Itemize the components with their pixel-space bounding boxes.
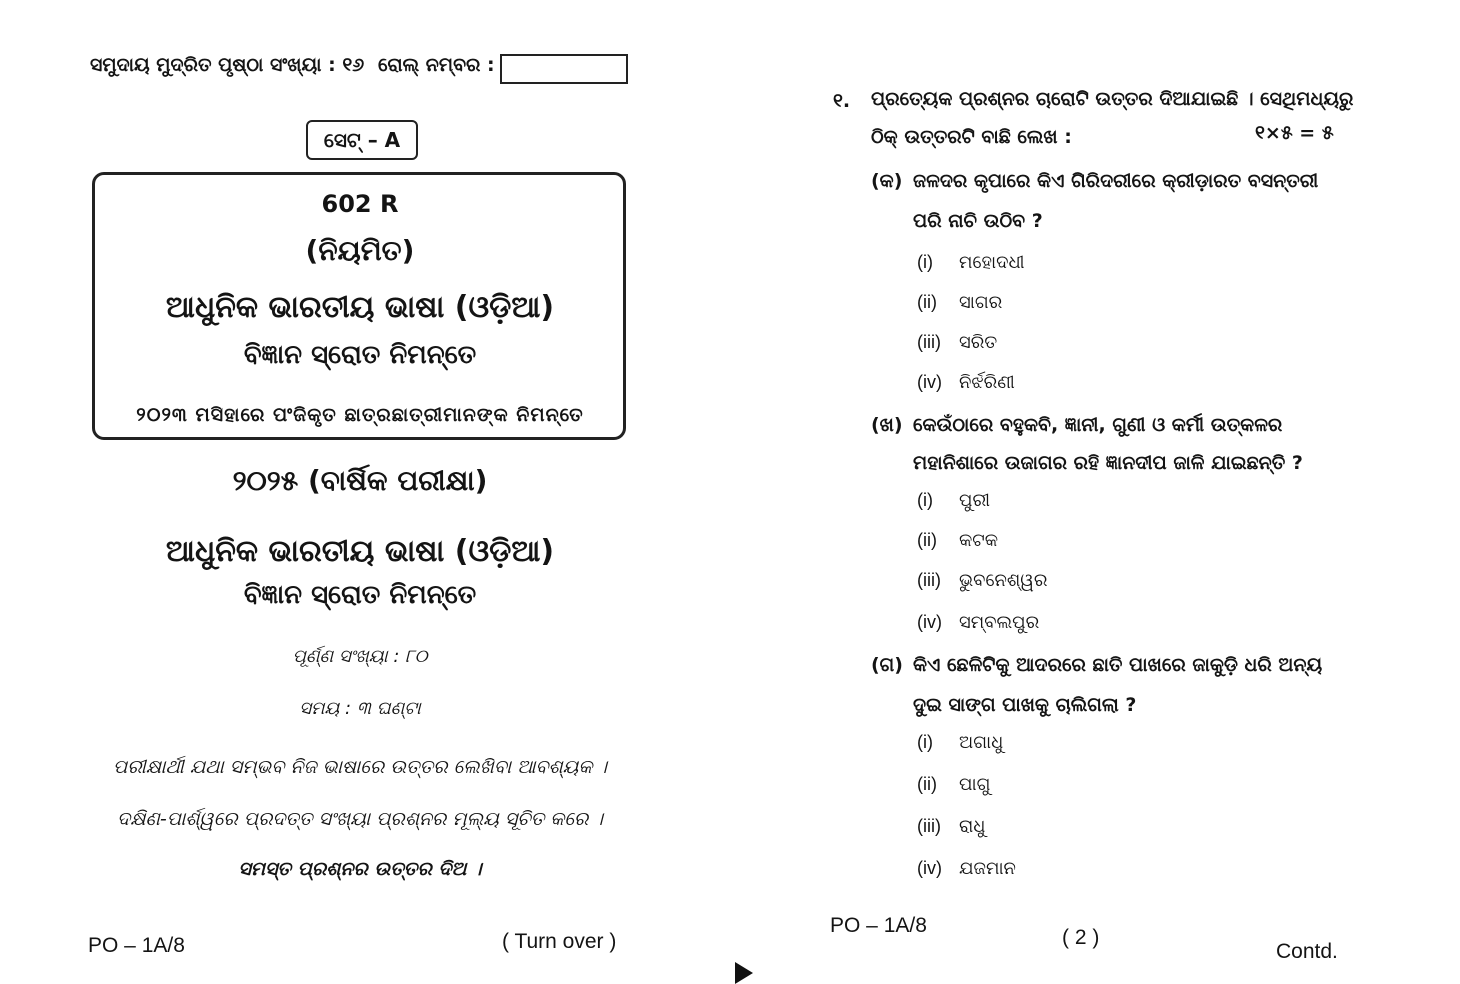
instruction-1: ପରୀକ୍ଷାର୍ଥୀ ଯଥା ସମ୍ଭବ ନିଜ ଭାଷାରେ ଉତ୍ତର ଲେଖିବା ଆବଶ୍ୟକ । bbox=[113, 756, 607, 778]
question-instruction-line1: ପ୍ରତ୍ୟେକ ପ୍ରଶ୍ନର ଚାରୋଟି ଉତ୍ତର ଦିଆଯାଇଛି । ସେଥିମଧ୍ୟରୁ bbox=[871, 88, 1354, 110]
turn-over-label: ( Turn over ) bbox=[502, 930, 617, 953]
option-item: (iv) ଯଜମାନ bbox=[917, 858, 1016, 879]
footer-code: PO – 1A/8 bbox=[88, 934, 185, 957]
option-item: (ii) ସାଗର bbox=[917, 292, 1003, 313]
sub-question-label: (ଖ) bbox=[871, 414, 903, 436]
printed-pages-label: ସମୁଦାୟ ମୁଦ୍ରିତ ପୃଷ୍ଠା ସଂଖ୍ୟା : ୧୬ bbox=[90, 54, 365, 76]
option-item: (iii) ରାଧୁ bbox=[917, 816, 986, 837]
left-page bbox=[0, 0, 720, 984]
sub-question-label: (କ) bbox=[871, 170, 903, 192]
paper-type: (ନିୟମିତ) bbox=[305, 234, 415, 267]
option-item: (iii) ଭୁବନେଶ୍ୱର bbox=[917, 570, 1048, 591]
option-item: (i) ଅଗାଧୁ bbox=[917, 732, 1004, 753]
box-subject-stream: ବିଜ୍ଞାନ ସ୍ରୋତ ନିମନ୍ତେ bbox=[243, 340, 477, 370]
subject-stream: ବିଜ୍ଞାନ ସ୍ରୋତ ନିମନ୍ତେ bbox=[243, 580, 477, 610]
sub-question-line1: କେଉଁଠାରେ ବହୁକବି, ଜ୍ଞାନୀ, ଗୁଣୀ ଓ କର୍ମୀ ଉତ୍କଳର bbox=[913, 414, 1283, 436]
sub-question-line1: ଜଳଦର କୃପାରେ କିଏ ଗିରିଦରୀରେ କ୍ରୀଡ଼ାରତ ବସନ୍ତରୀ bbox=[913, 170, 1319, 192]
arrow-marker-icon bbox=[735, 962, 753, 984]
option-item: (i) ପୁରୀ bbox=[917, 490, 991, 511]
set-label: ସେଟ୍ – A bbox=[306, 120, 418, 160]
option-item: (iv) ନିର୍ଝରିଣୀ bbox=[917, 372, 1015, 393]
instruction-3: ସମସ୍ତ ପ୍ରଶ୍ନର ଉତ୍ତର ଦିଅ । bbox=[238, 858, 482, 880]
option-item: (iii) ସରିତ bbox=[917, 332, 998, 353]
box-subject-title: ଆଧୁନିକ ଭାରତୀୟ ଭାଷା (ଓଡ଼ିଆ) bbox=[165, 290, 555, 325]
question-number: ୧. bbox=[833, 90, 851, 112]
right-page bbox=[735, 0, 1460, 984]
subject-title: ଆଧୁନିକ ଭାରତୀୟ ଭାଷା (ଓଡ଼ିଆ) bbox=[165, 534, 555, 569]
sub-question-line2: ଦୁଇ ସାଙ୍ଗ ପାଖକୁ ଚାଲିଗଲା ? bbox=[913, 694, 1137, 716]
roll-number-box[interactable] bbox=[500, 54, 628, 84]
sub-question-line1: କିଏ ଛେଳିଟିକୁ ଆଦରରେ ଛାତି ପାଖରେ ଜାକୁଡ଼ି ଧରି ଅନ୍ୟ bbox=[913, 654, 1323, 676]
question-instruction-line2: ଠିକ୍ ଉତ୍ତରଟି ବାଛି ଲେଖ : bbox=[871, 126, 1072, 148]
sub-question-line2: ପରି ନାଚି ଉଠିବ ? bbox=[913, 210, 1043, 232]
registration-note: ୨୦୨୩ ମସିହାରେ ପଂଜିକୃତ ଛାତ୍ରଛାତ୍ରୀମାନଙ୍କ ନିମନ୍ତେ bbox=[136, 404, 584, 426]
option-item: (ii) କଟକ bbox=[917, 530, 999, 551]
continued-label: Contd. bbox=[1276, 940, 1338, 963]
paper-code: 602 R bbox=[321, 190, 399, 218]
roll-number-label: ରୋଲ୍ ନମ୍ବର : bbox=[378, 54, 495, 76]
full-marks: ପୂର୍ଣ୍ଣ ସଂଖ୍ୟା : ୮୦ bbox=[292, 646, 428, 667]
option-item: (ii) ପାଗୁ bbox=[917, 774, 991, 795]
page-number: ( 2 ) bbox=[1062, 926, 1100, 949]
option-item: (iv) ସମ୍ବଲପୁର bbox=[917, 612, 1040, 633]
exam-time: ସମୟ : ୩ ଘଣ୍ଟା bbox=[299, 698, 421, 719]
question-marks: ୧×୫ = ୫ bbox=[1255, 122, 1334, 144]
sub-question-line2: ମହାନିଶାରେ ଉଜାଗର ରହି ଜ୍ଞାନଦୀପ ଜାଳି ଯାଇଛନ୍ତି ? bbox=[913, 452, 1303, 474]
instruction-2: ଦକ୍ଷିଣ-ପାର୍ଶ୍ୱରେ ପ୍ରଦତ୍ତ ସଂଖ୍ୟା ପ୍ରଶ୍ନର ମୂଲ୍ୟ ସୂଚିତ କରେ । bbox=[117, 808, 603, 830]
sub-question-label: (ଗ) bbox=[871, 654, 903, 676]
exam-title: ୨୦୨୫ (ବାର୍ଷିକ ପରୀକ୍ଷା) bbox=[232, 464, 488, 497]
option-item: (i) ମହୋଦଧୀ bbox=[917, 252, 1025, 273]
footer-code: PO – 1A/8 bbox=[830, 914, 927, 937]
